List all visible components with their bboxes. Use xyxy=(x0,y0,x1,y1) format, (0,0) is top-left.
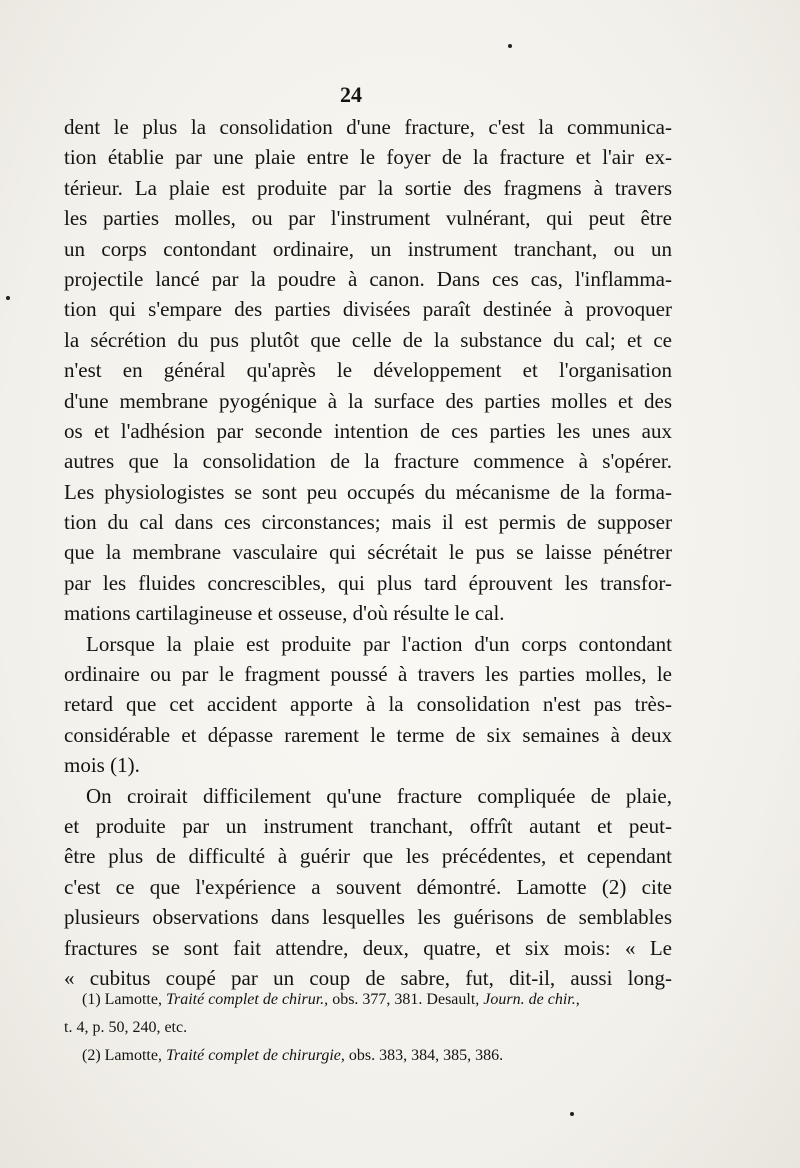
text-line: ordinaire ou par le fragment poussé à travers les parties molles, le xyxy=(64,662,672,687)
footnote-number: (1) xyxy=(82,991,101,1008)
ink-speck xyxy=(570,1112,574,1116)
text-line: tion du cal dans ces circonstances; mais il est permis de supposer xyxy=(64,510,672,535)
text-line: un corps contondant ordinaire, un instrument tranchant, ou un xyxy=(64,236,672,261)
footnote-number: (2) xyxy=(82,1047,101,1064)
footnote-1-continuation: t. 4, p. 50, 240, etc. xyxy=(64,1019,188,1036)
text-line: On croirait difficilement qu'une fracture compliquée de plaie, xyxy=(86,783,672,808)
text-line: être plus de difficulté à guérir que les précédentes, et cependant xyxy=(64,844,672,869)
text-line: retard que cet accident apporte à la consolidation n'est pas très- xyxy=(64,692,672,717)
footnote-author: Lamotte, xyxy=(104,991,162,1008)
text-line: c'est ce que l'expérience a souvent démontré. Lamotte (2) cite xyxy=(64,874,672,899)
text-line: Lorsque la plaie est produite par l'action d'un corps contondant xyxy=(86,631,672,656)
footnote-author: Lamotte, xyxy=(104,1047,162,1064)
text-line: tion qui s'empare des parties divisées paraît destinée à provoquer xyxy=(64,297,672,322)
text-line: dent le plus la consolidation d'une fracture, c'est la communica- xyxy=(64,115,672,139)
footnote-reference: obs. 377, 381. Desault, xyxy=(332,991,480,1008)
ink-speck xyxy=(6,296,10,300)
footnote-title: Traité complet de chirur., xyxy=(165,991,329,1008)
page-number: 24 xyxy=(340,82,362,107)
footnote-2 xyxy=(64,1042,672,1070)
footnote-title: Traité complet de chirurgie, xyxy=(165,1047,345,1064)
text-line: considérable et dépasse rarement le terme de six semaines à deux xyxy=(64,722,672,747)
text-line: projectile lancé par la poudre à canon. Dans ces cas, l'inflamma- xyxy=(64,266,672,291)
text-line: autres que la consolidation de la fracture commence à s'opérer. xyxy=(64,449,672,474)
text-line: térieur. La plaie est produite par la sortie des fragmens à travers xyxy=(64,175,672,200)
footnote-journal: Journ. de chir., xyxy=(483,991,580,1008)
text-line: Les physiologistes se sont peu occupés du mécanisme de la forma- xyxy=(64,479,672,504)
text-line: tion établie par une plaie entre le foyer de la fracture et l'air ex- xyxy=(64,145,672,170)
text-line: mations cartilagineuse et osseuse, d'où résulte le cal. xyxy=(64,601,505,626)
text-line: la sécrétion du pus plutôt que celle de la substance du cal; et ce xyxy=(64,327,672,352)
text-line: « cubitus coupé par un coup de sabre, fut, dit-il, aussi long- xyxy=(64,965,672,990)
text-line: fractures se sont fait attendre, deux, quatre, et six mois: « Le xyxy=(64,935,672,960)
text-line: et produite par un instrument tranchant, offrît autant et peut- xyxy=(64,813,672,838)
body-text xyxy=(64,112,672,993)
text-line: os et l'adhésion par seconde intention de ces parties les unes aux xyxy=(64,418,672,443)
text-line: mois (1). xyxy=(64,753,140,778)
text-line: plusieurs observations dans lesquelles les guérisons de semblables xyxy=(64,905,672,930)
text-line: que la membrane vasculaire qui sécrétait le pus se laisse pénétrer xyxy=(64,540,672,565)
footnotes xyxy=(64,986,672,1070)
text-line: les parties molles, ou par l'instrument vulnérant, qui peut être xyxy=(64,206,672,231)
footnote-reference: obs. 383, 384, 385, 386. xyxy=(348,1047,504,1064)
text-line: d'une membrane pyogénique à la surface des parties molles et des xyxy=(64,388,672,413)
ink-speck xyxy=(508,44,512,48)
text-line: n'est en général qu'après le développement et l'organisation xyxy=(64,358,672,383)
footnote-1 xyxy=(64,986,672,1014)
text-line: par les fluides concrescibles, qui plus tard éprouvent les transfor- xyxy=(64,570,672,595)
